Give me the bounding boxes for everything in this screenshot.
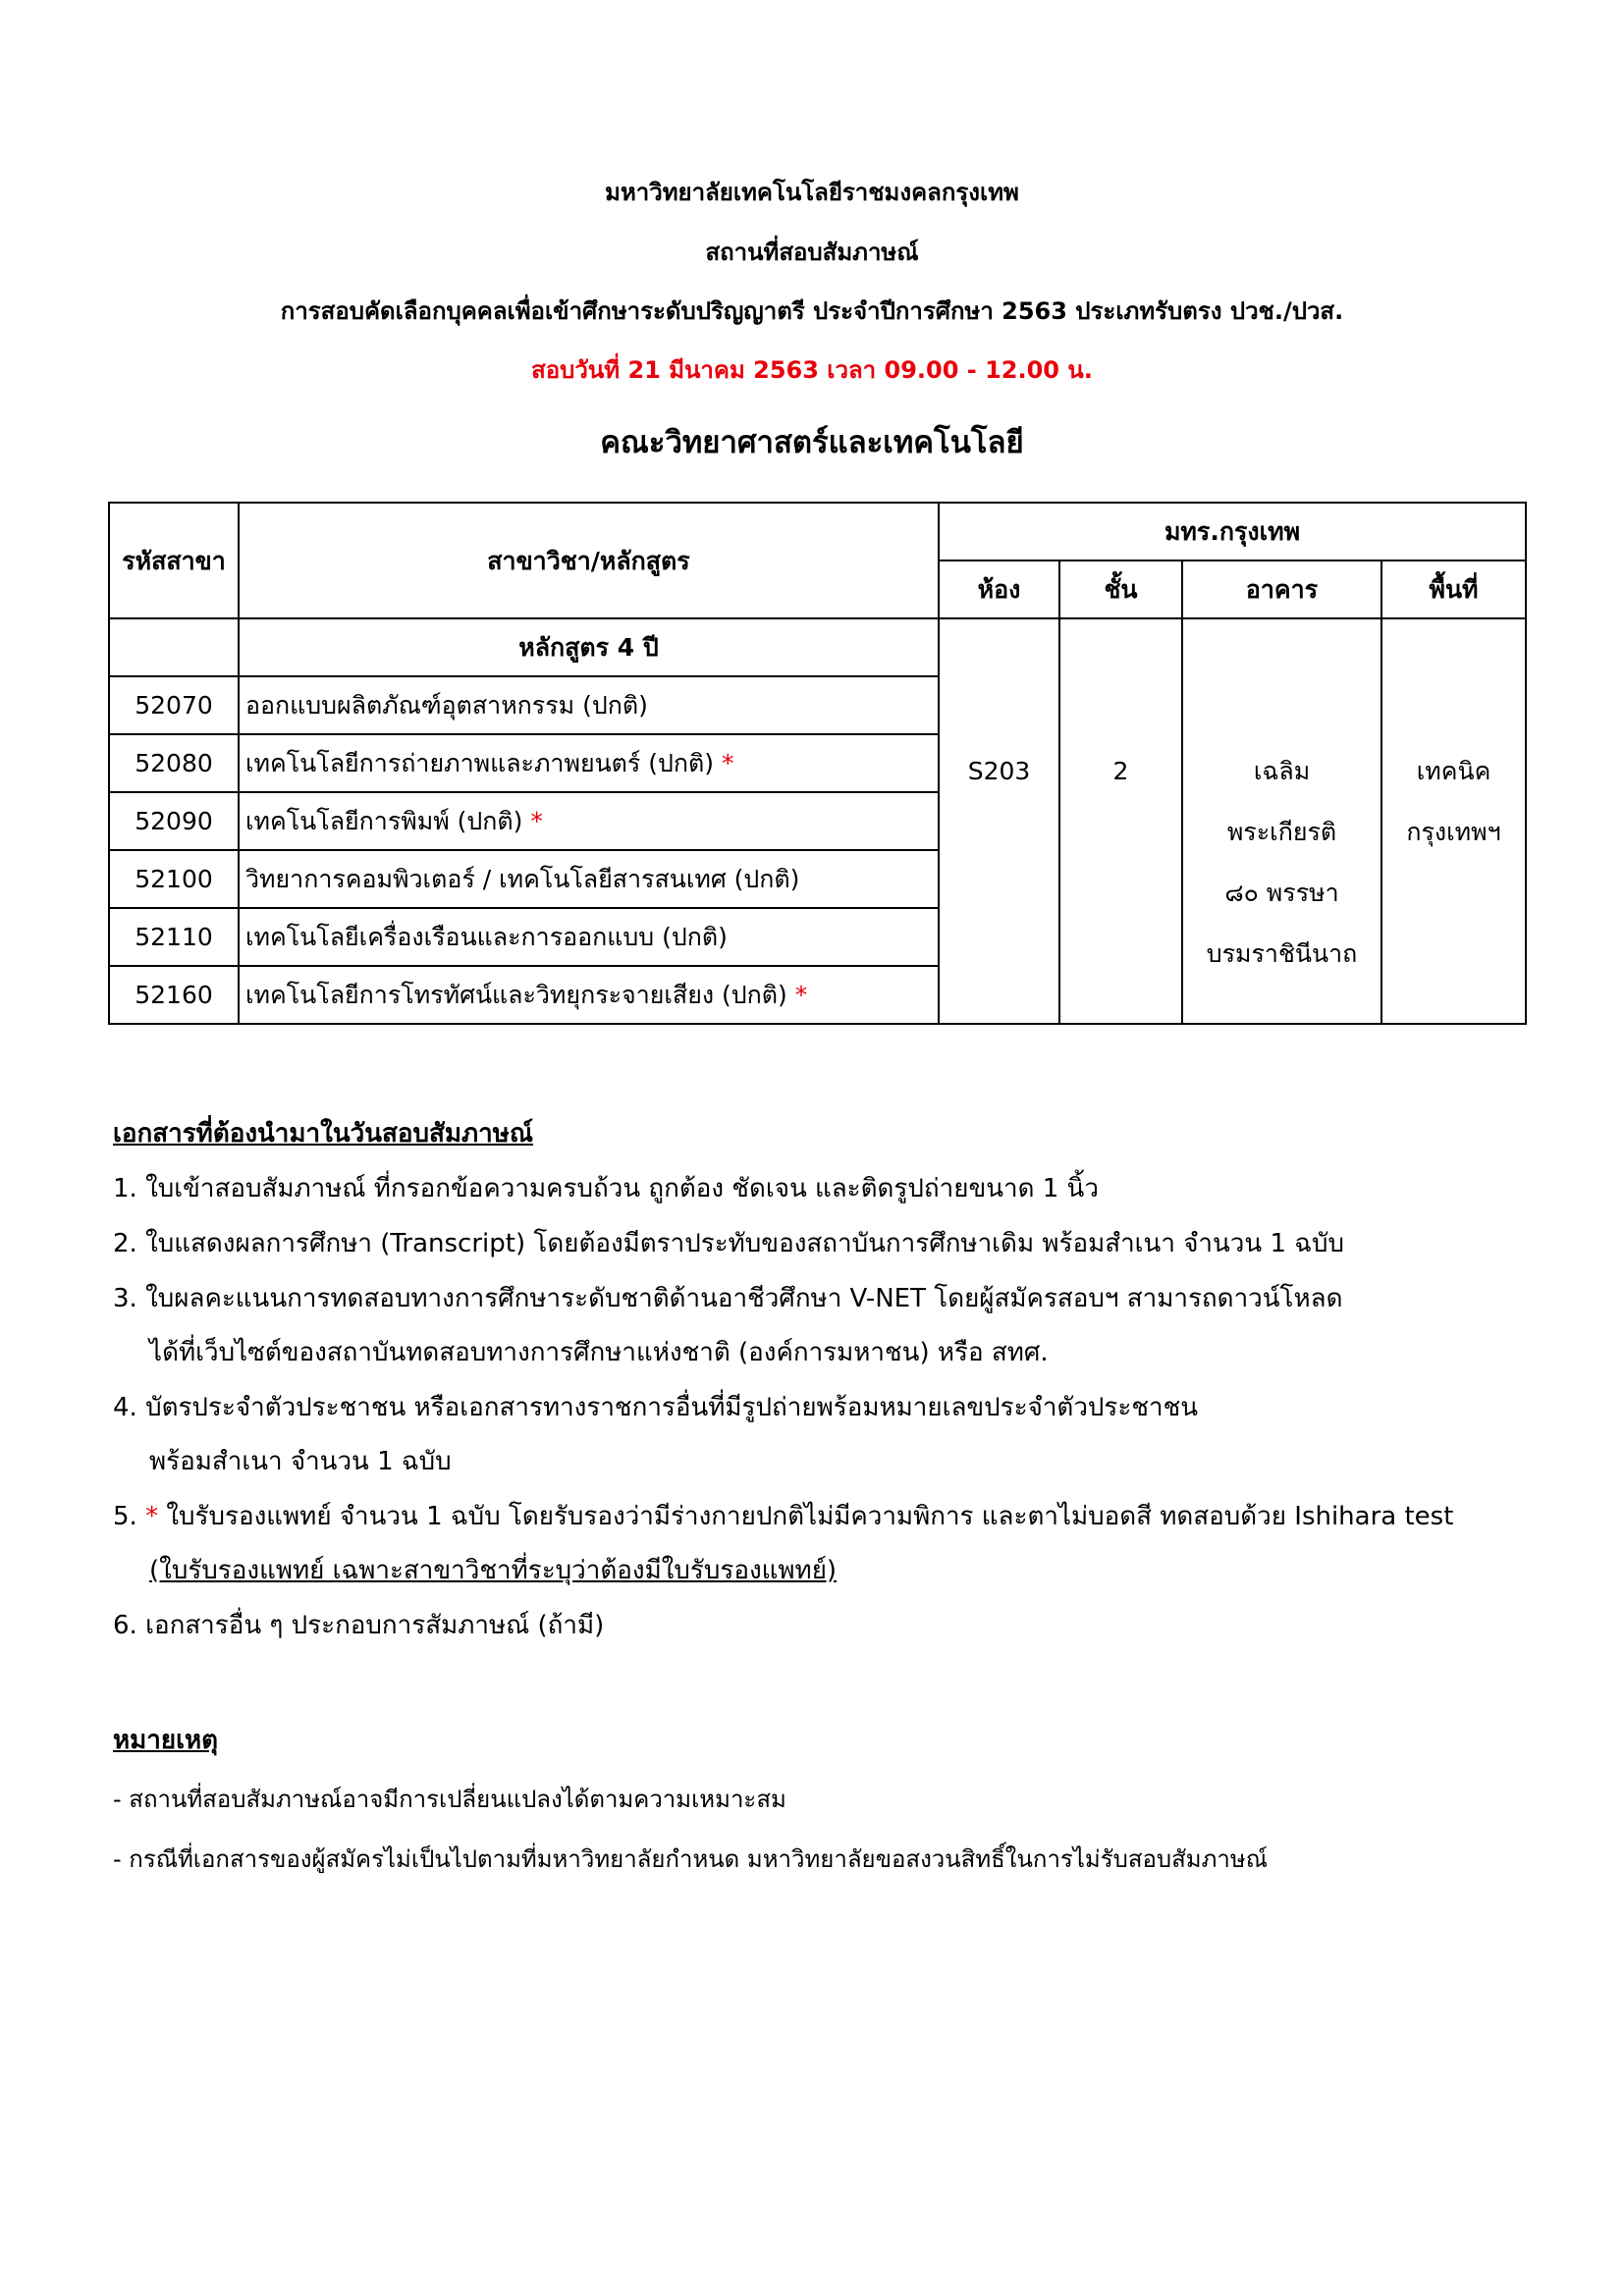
header-room: ห้อง xyxy=(939,561,1059,618)
program-name-cell xyxy=(239,908,939,966)
university-name: มหาวิทยาลัยเทคโนโลยีราชมงคลกรุงเทพ xyxy=(605,179,1019,206)
program-name: เทคโนโลยีการพิมพ์ (ปกติ) xyxy=(245,807,523,835)
program-name: เทคโนโลยีการโทรทัศน์และวิทยุกระจายเสียง (ปกติ) xyxy=(245,981,787,1009)
table-row xyxy=(109,618,1526,676)
faculty-title: คณะวิทยาศาสตร์และเทคโนโลยี xyxy=(600,425,1024,460)
area-line: เทคนิค xyxy=(1416,757,1491,785)
notes-title: หมายเหตุ xyxy=(113,1726,219,1755)
program-code: 52110 xyxy=(109,908,239,966)
medical-cert-mark: * xyxy=(722,749,734,777)
program-name-cell xyxy=(239,792,939,850)
document-item-3: 3. ใบผลคะแนนการทดสอบทางการศึกษาระดับชาติด้านอาชีวศึกษา V-NET โดยผู้สมัครสอบฯ สามารถดาวน์โหลด xyxy=(113,1284,1343,1313)
program-name-cell xyxy=(239,850,939,908)
area-cell xyxy=(1381,618,1526,1024)
header-building: อาคาร xyxy=(1182,561,1381,618)
header-program: สาขาวิชา/หลักสูตร xyxy=(239,503,939,618)
program-name: ออกแบบผลิตภัณฑ์อุตสาหกรรม (ปกติ) xyxy=(245,691,648,720)
program-code: 52070 xyxy=(109,676,239,734)
building-line: เฉลิม xyxy=(1253,757,1311,785)
area-line: กรุงเทพฯ xyxy=(1406,818,1501,846)
medical-cert-mark: * xyxy=(530,807,543,835)
program-name: เทคโนโลยีเครื่องเรือนและการออกแบบ (ปกติ) xyxy=(245,923,728,951)
program-name-cell xyxy=(239,966,939,1024)
document-item-6: 6. เอกสารอื่น ๆ ประกอบการสัมภาษณ์ (ถ้ามี) xyxy=(113,1611,605,1640)
document-item-5-cont: (ใบรับรองแพทย์ เฉพาะสาขาวิชาที่ระบุว่าต้องมีใบรับรองแพทย์) xyxy=(149,1556,838,1585)
interview-location-table xyxy=(108,502,1527,1025)
item-number: 5. xyxy=(113,1502,137,1531)
program-name-cell xyxy=(239,734,939,792)
note-item-2: - กรณีที่เอกสารของผู้สมัครไม่เป็นไปตามที่มหาวิทยาลัยกำหนด มหาวิทยาลัยขอสงวนสิทธิ์ในการไม่รับสอบสัมภาษณ์ xyxy=(113,1845,1268,1873)
program-code: 52080 xyxy=(109,734,239,792)
document-item-5 xyxy=(113,1496,1453,1536)
document-item-1: 1. ใบเข้าสอบสัมภาษณ์ ที่กรอกข้อความครบถ้วน ถูกต้อง ชัดเจน และติดรูปถ่ายขนาด 1 นิ้ว xyxy=(113,1174,1099,1203)
document-item-3-cont: ได้ที่เว็บไซต์ของสถาบันทดสอบทางการศึกษาแห่งชาติ (องค์การมหาชน) หรือ สทศ. xyxy=(149,1338,1049,1367)
building-line: พระเกียรติ xyxy=(1226,818,1337,846)
page-subtitle: สถานที่สอบสัมภาษณ์ xyxy=(705,239,919,266)
floor-cell: 2 xyxy=(1059,618,1182,1024)
document-item-4: 4. บัตรประจำตัวประชาชน หรือเอกสารทางราชการอื่นที่มีรูปถ่ายพร้อมหมายเลขประจำตัวประชาชน xyxy=(113,1393,1199,1422)
header-area: พื้นที่ xyxy=(1381,561,1526,618)
program-name-cell xyxy=(239,676,939,734)
header-code: รหัสสาขา xyxy=(109,503,239,618)
group-code-cell xyxy=(109,618,239,676)
program-name: เทคโนโลยีการถ่ายภาพและภาพยนตร์ (ปกติ) xyxy=(245,749,715,777)
building-line: ๘๐ พรรษา xyxy=(1224,879,1339,907)
room-cell: S203 xyxy=(939,618,1059,1024)
documents-title: เอกสารที่ต้องนำมาในวันสอบสัมภาษณ์ xyxy=(113,1119,533,1148)
header-campus: มทร.กรุงเทพ xyxy=(939,503,1526,561)
medical-cert-mark: * xyxy=(145,1502,159,1531)
program-code: 52160 xyxy=(109,966,239,1024)
medical-cert-mark: * xyxy=(794,981,808,1009)
group-label: หลักสูตร 4 ปี xyxy=(239,618,939,676)
exam-title: การสอบคัดเลือกบุคคลเพื่อเข้าศึกษาระดับปริญญาตรี ประจำปีการศึกษา 2563 ประเภทรับตรง ปวช./ปวส. xyxy=(280,297,1344,325)
program-code: 52100 xyxy=(109,850,239,908)
building-line: บรมราชินีนาถ xyxy=(1206,939,1358,968)
program-code: 52090 xyxy=(109,792,239,850)
document-item-2: 2. ใบแสดงผลการศึกษา (Transcript) โดยต้องมีตราประทับของสถาบันการศึกษาเดิม พร้อมสำเนา จำนวน 1 ฉบับ xyxy=(113,1229,1344,1258)
item-text: ใบรับรองแพทย์ จำนวน 1 ฉบับ โดยรับรองว่ามีร่างกายปกติไม่มีความพิการ และตาไม่บอดสี ทดสอบด้วย Ishihara test xyxy=(166,1502,1454,1531)
document-item-4-cont: พร้อมสำเนา จำนวน 1 ฉบับ xyxy=(149,1447,452,1476)
building-cell xyxy=(1182,618,1381,1024)
note-item-1: - สถานที่สอบสัมภาษณ์อาจมีการเปลี่ยนแปลงได้ตามความเหมาะสม xyxy=(113,1786,786,1813)
program-name: วิทยาการคอมพิวเตอร์ / เทคโนโลยีสารสนเทศ (ปกติ) xyxy=(245,865,800,893)
header-floor: ชั้น xyxy=(1059,561,1182,618)
exam-date: สอบวันที่ 21 มีนาคม 2563 เวลา 09.00 - 12.00 น. xyxy=(531,356,1093,384)
